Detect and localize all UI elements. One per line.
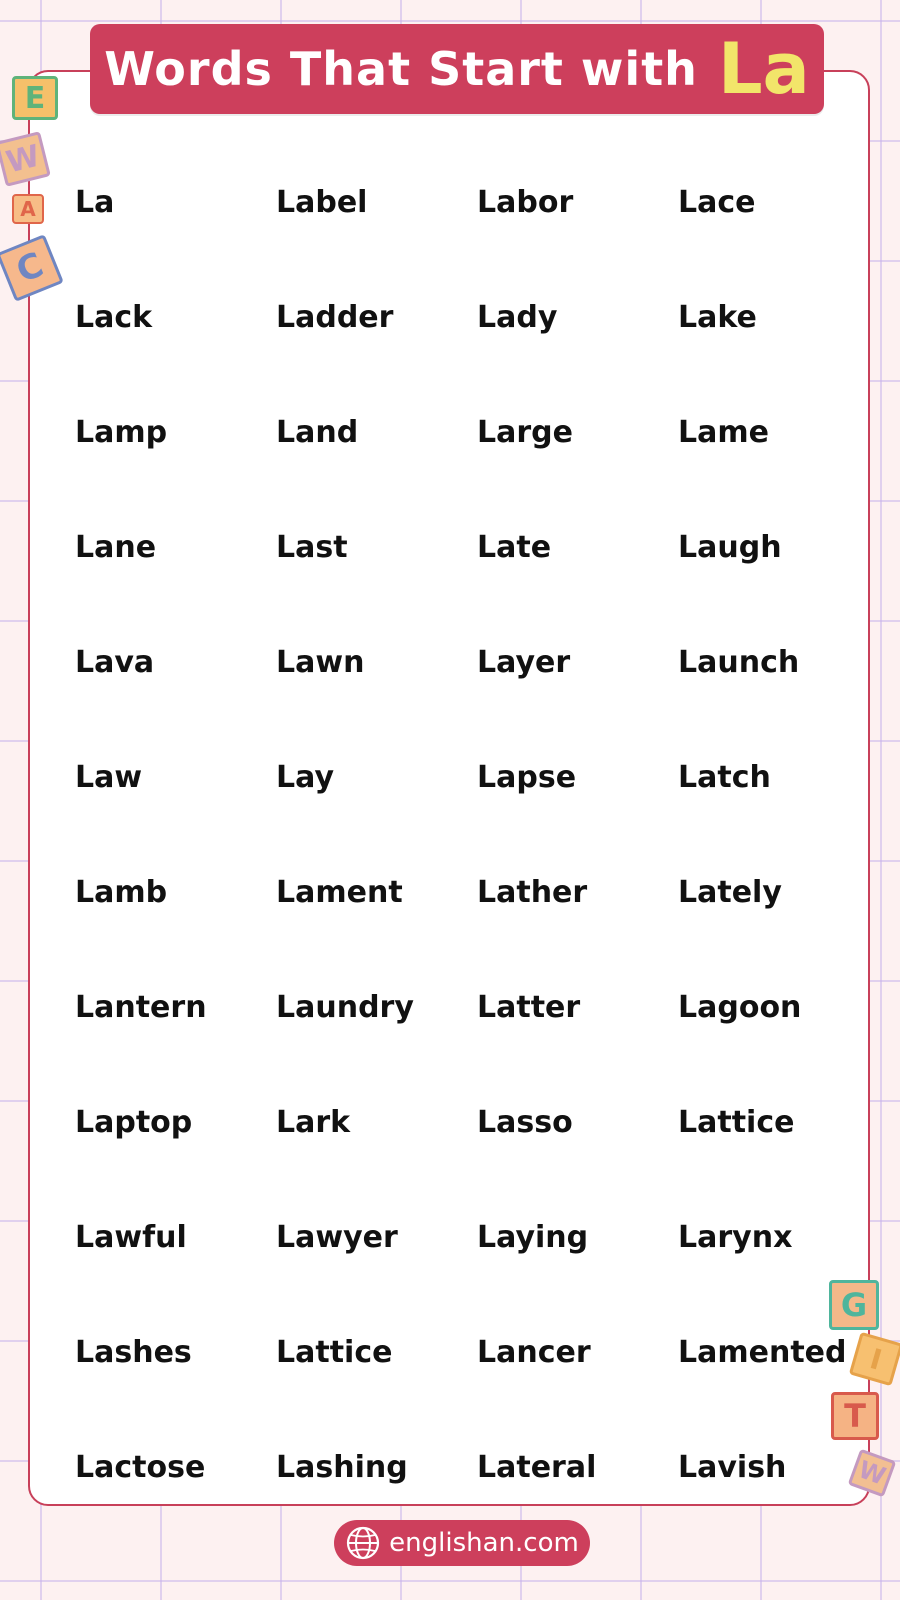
word-item: Lava xyxy=(75,645,155,680)
title-highlight: La xyxy=(717,28,810,110)
letter-block-a: A xyxy=(12,194,44,224)
word-item: Lashing xyxy=(276,1450,408,1485)
word-item: Late xyxy=(477,530,552,565)
word-item: Lark xyxy=(276,1105,351,1140)
word-item: Ladder xyxy=(276,300,394,335)
word-item: Layer xyxy=(477,645,571,680)
word-item: Lady xyxy=(477,300,558,335)
word-item: Labor xyxy=(477,185,574,220)
word-item: Lactose xyxy=(75,1450,206,1485)
word-item: Lasso xyxy=(477,1105,573,1140)
word-item: Lantern xyxy=(75,990,207,1025)
word-item: Lake xyxy=(678,300,757,335)
word-item: Lane xyxy=(75,530,157,565)
word-item: Lapse xyxy=(477,760,577,795)
word-item: Laying xyxy=(477,1220,589,1255)
word-item: Last xyxy=(276,530,348,565)
word-item: Laugh xyxy=(678,530,782,565)
letter-block-t: T xyxy=(831,1392,879,1440)
word-item: Lather xyxy=(477,875,588,910)
letter-block-e: E xyxy=(12,76,58,120)
word-item: Lamb xyxy=(75,875,168,910)
word-item: Lavish xyxy=(678,1450,787,1485)
word-item: Laptop xyxy=(75,1105,193,1140)
word-item: Laundry xyxy=(276,990,414,1025)
word-item: Lawn xyxy=(276,645,365,680)
word-item: Land xyxy=(276,415,359,450)
word-item: Large xyxy=(477,415,573,450)
globe-icon xyxy=(345,1525,381,1561)
website-badge[interactable] xyxy=(334,1520,590,1566)
word-item: Lame xyxy=(678,415,769,450)
word-item: Lace xyxy=(678,185,756,220)
word-item: Larynx xyxy=(678,1220,793,1255)
word-item: La xyxy=(75,185,115,220)
word-item: Lancer xyxy=(477,1335,591,1370)
word-item: Latter xyxy=(477,990,581,1025)
word-item: Lately xyxy=(678,875,782,910)
word-item: Lay xyxy=(276,760,334,795)
word-item: Law xyxy=(75,760,143,795)
word-item: Lateral xyxy=(477,1450,597,1485)
word-item: Latch xyxy=(678,760,771,795)
word-item: Launch xyxy=(678,645,800,680)
page-title: Words That Start with xyxy=(104,42,698,96)
website-link[interactable]: englishan.com xyxy=(389,1528,579,1558)
word-item: Lament xyxy=(276,875,403,910)
word-item: Lamented xyxy=(678,1335,847,1370)
word-item: Lattice xyxy=(678,1105,795,1140)
letter-block-i: I xyxy=(849,1332,900,1386)
letter-block-w-small: W xyxy=(848,1449,897,1498)
title-banner xyxy=(90,24,824,114)
word-item: Lack xyxy=(75,300,153,335)
word-item: Lattice xyxy=(276,1335,393,1370)
word-item: Lawful xyxy=(75,1220,187,1255)
word-item: Lawyer xyxy=(276,1220,398,1255)
word-item: Lamp xyxy=(75,415,168,450)
word-grid xyxy=(75,145,865,1485)
letter-block-w: W xyxy=(0,131,51,187)
letter-block-c: C xyxy=(0,234,64,302)
letter-block-g: G xyxy=(829,1280,879,1330)
word-item: Lagoon xyxy=(678,990,802,1025)
word-item: Label xyxy=(276,185,368,220)
word-item: Lashes xyxy=(75,1335,192,1370)
